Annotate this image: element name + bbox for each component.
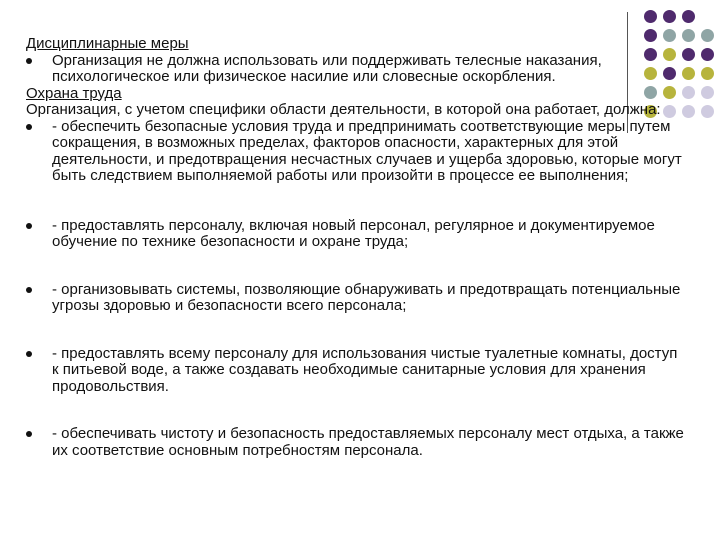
list-item-text: - обеспечивать чистоту и безопасность предоставляемых персоналу мест отдыха, а также их соответствие основным потребностям персонала. xyxy=(52,425,684,459)
list-item-text: - предоставлять персоналу, включая новый персонал, регулярное и документируемое обучение по технике безопасности и охране труда; xyxy=(52,216,655,250)
list-item-text: - организовывать системы, позволяющие обнаруживать и предотвращать потенциальные угрозы здоровью и безопасности всего персонала; xyxy=(52,280,681,314)
list-item xyxy=(26,282,688,315)
spacer xyxy=(26,251,688,282)
bullet-icon xyxy=(26,58,32,64)
safety-intro-text: Организация, с учетом специфики области деятельности, в которой она работает, должна: xyxy=(26,101,661,118)
bullet-icon xyxy=(26,287,32,293)
document-body xyxy=(26,36,688,459)
decor-dot xyxy=(701,29,714,42)
spacer xyxy=(26,315,688,346)
bullet-icon xyxy=(26,351,32,357)
list-item xyxy=(26,119,688,185)
heading-safety: Охрана труда xyxy=(26,84,122,102)
bullet-icon xyxy=(26,223,32,229)
safety-intro xyxy=(26,102,688,119)
list-item xyxy=(26,346,688,396)
list-item-text: - обеспечить безопасные условия труда и предпринимать соответствующие меры путем сокращения, в возможных пределах, факторов опасности, характерных для этой деятельности, и предотвращения несчастных случаев и ущерба здоровью, которые могут быть следствием выполняемой работы или произойти в процессе ее выполнения; xyxy=(52,117,682,184)
discipline-item-text: Организация не должна использовать или поддерживать телесные наказания, психологическое или физическое насилие или словесные оскорбления. xyxy=(52,51,602,85)
heading-discipline: Дисциплинарные меры xyxy=(26,35,189,52)
bullet-icon xyxy=(26,124,32,130)
spacer xyxy=(26,185,688,218)
spacer xyxy=(26,395,688,426)
decor-dot xyxy=(663,10,676,23)
decor-dot xyxy=(701,86,714,99)
list-item xyxy=(26,426,688,459)
list-item-text: - предоставлять всему персоналу для использования чистые туалетные комнаты, доступ к питьевой воде, а также создавать необходимые санитарные условия для хранения продовольствия. xyxy=(52,344,678,395)
decor-dot xyxy=(701,67,714,80)
bullet-icon xyxy=(26,431,32,437)
discipline-list-item xyxy=(26,53,688,86)
decor-dot xyxy=(701,105,714,118)
decor-dot xyxy=(701,48,714,61)
decor-dot xyxy=(644,10,657,23)
decor-dot xyxy=(682,10,695,23)
list-item xyxy=(26,218,688,251)
